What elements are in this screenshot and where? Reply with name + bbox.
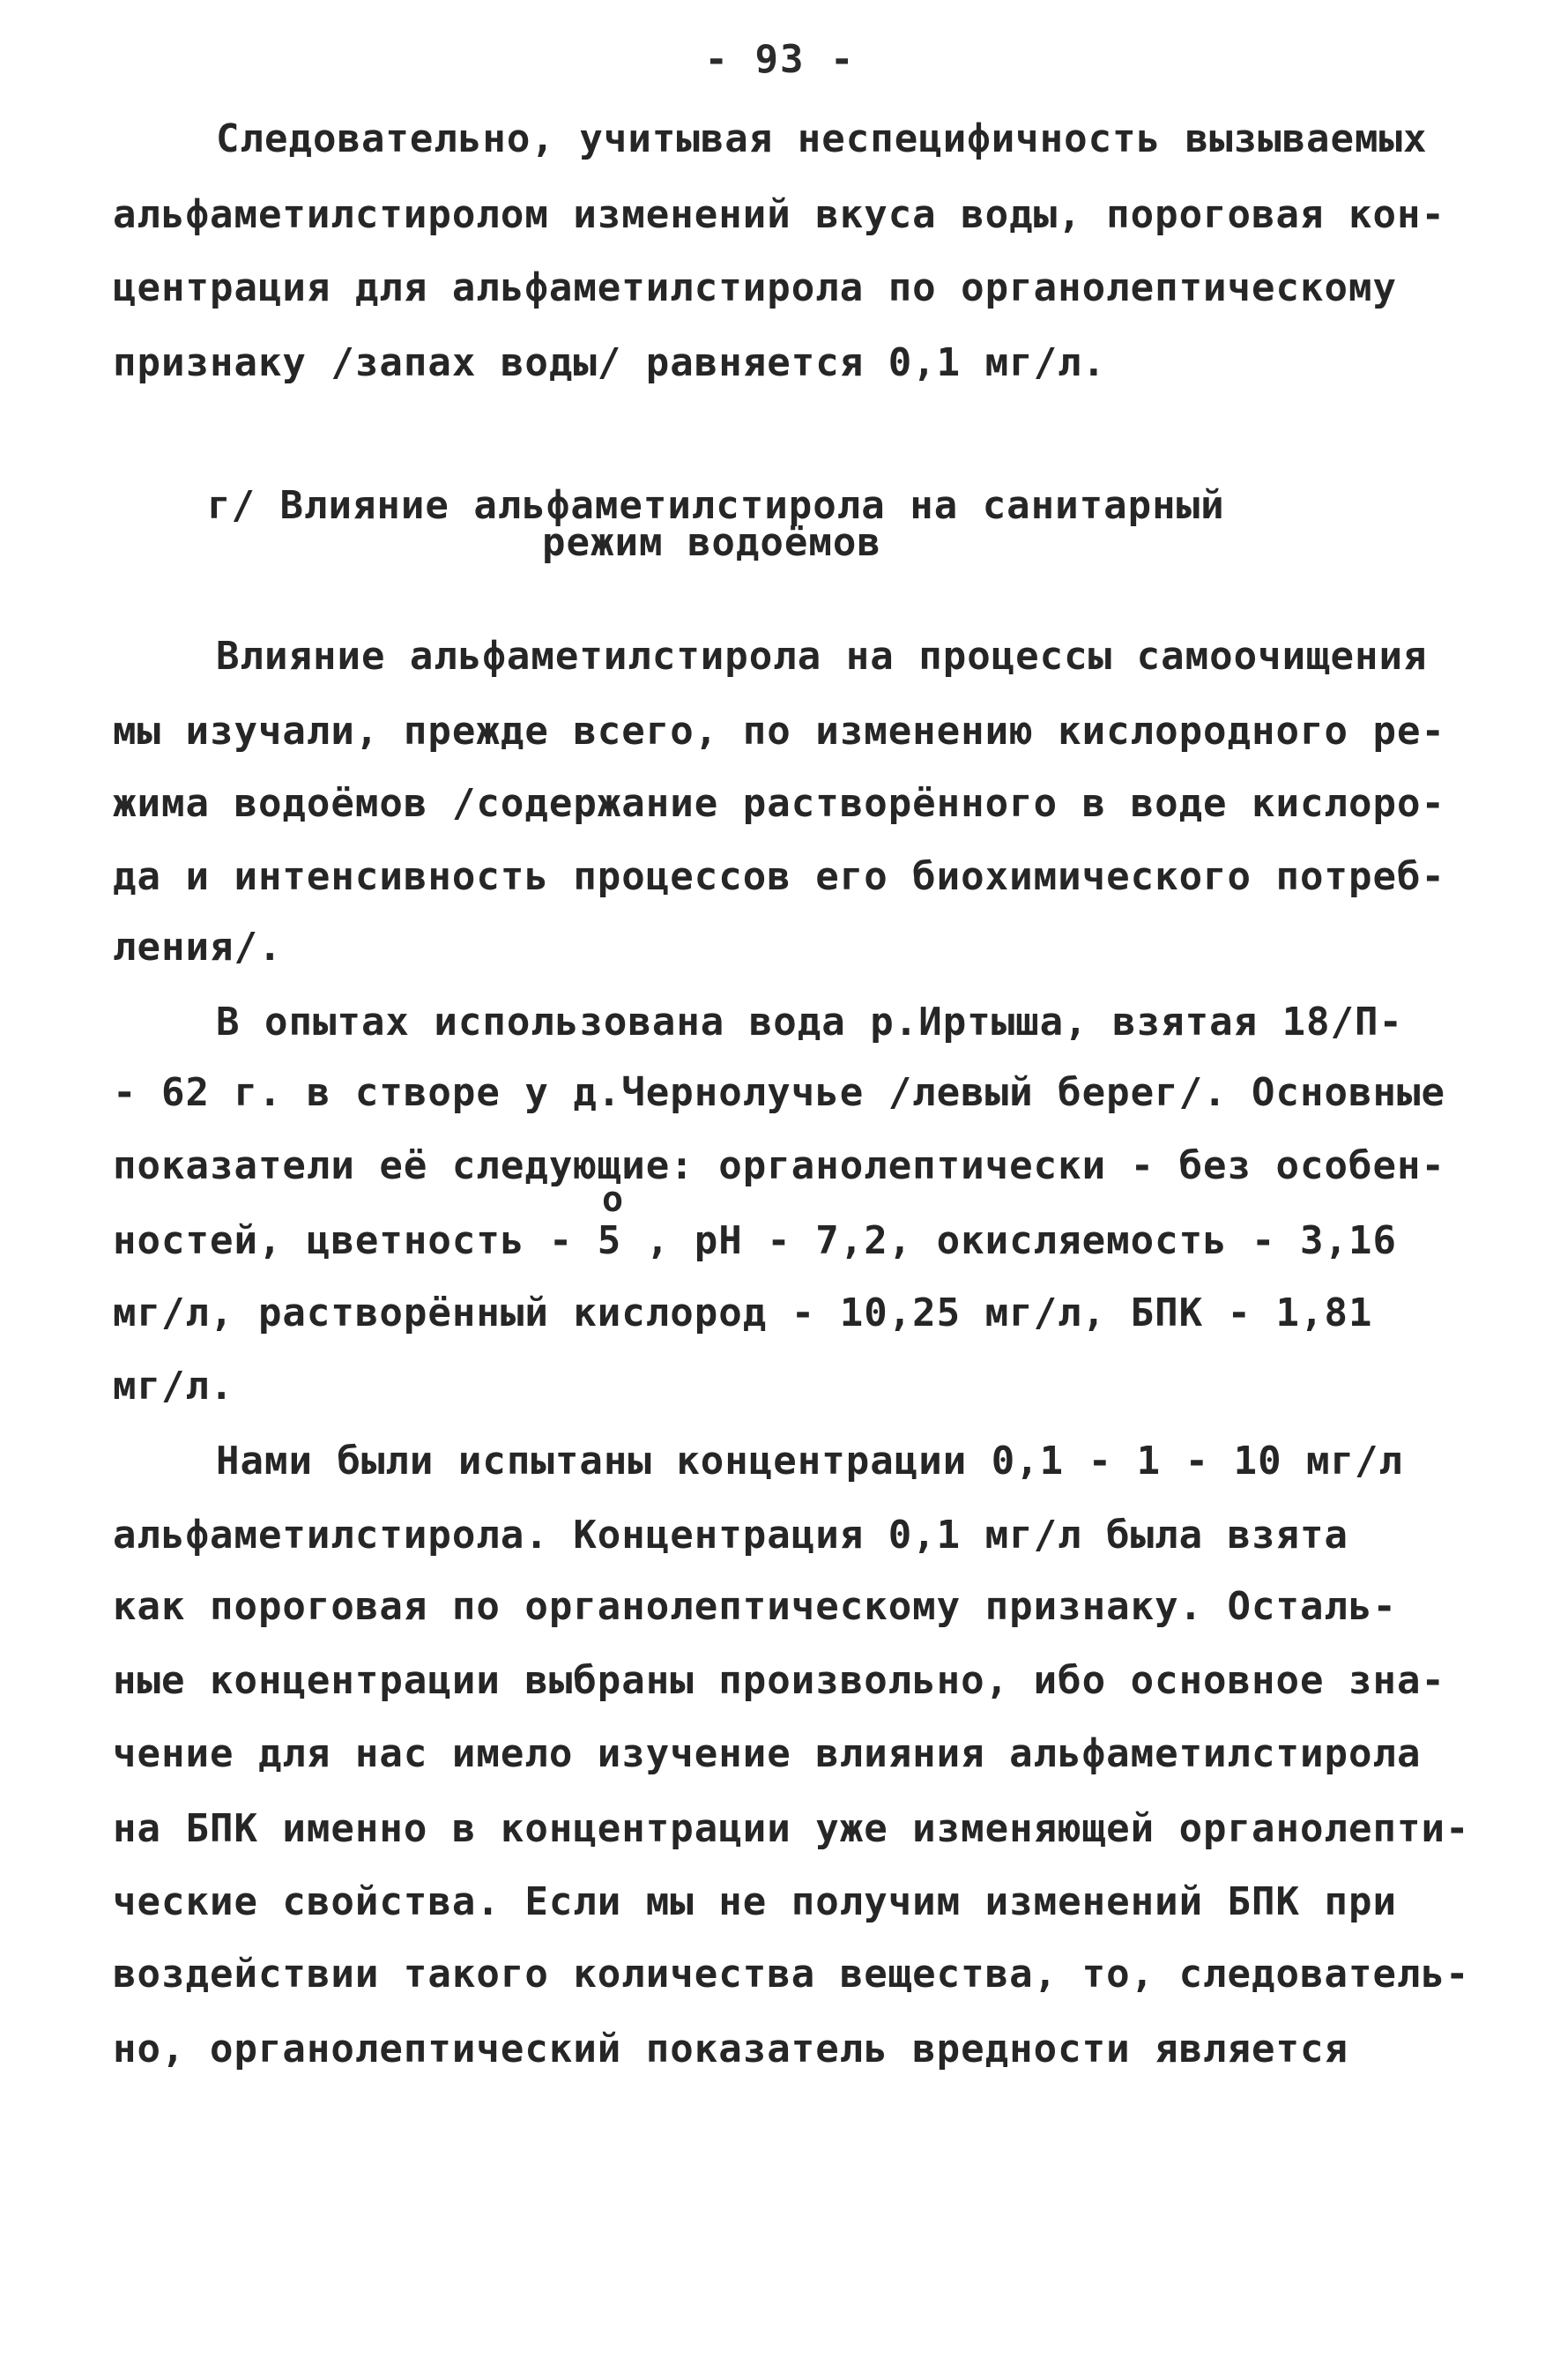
paragraph-line: ностей, цветность - 5 , рН - 7,2, окисляемость - 3,16: [113, 1218, 1397, 1263]
paragraph-line: Нами были испытаны концентрации 0,1 - 1 - 10 мг/л: [216, 1439, 1404, 1484]
paragraph-line: на БПК именно в концентрации уже изменяющей органолепти-: [113, 1806, 1470, 1851]
paragraph-line: показатели её следующие: органолептически - без особен-: [113, 1143, 1445, 1188]
paragraph-line: мг/л.: [113, 1364, 234, 1409]
paragraph-line: В опытах использована вода р.Иртыша, взятая 18/П-: [216, 1000, 1404, 1045]
paragraph-line: центрация для альфаметилстирола по органолептическому: [113, 265, 1397, 310]
paragraph-line: Следовательно, учитывая неспецифичность вызываемых: [216, 116, 1428, 161]
paragraph-line: воздействии такого количества вещества, то, следователь-: [113, 1952, 1470, 1997]
degree-superscript: о: [602, 1179, 624, 1220]
paragraph-line: ления/.: [113, 925, 283, 970]
paragraph-line: жима водоёмов /содержание растворённого в воде кислоро-: [113, 781, 1445, 826]
paragraph-line: ные концентрации выбраны произвольно, ибо основное зна-: [113, 1658, 1445, 1703]
paragraph-line: как пороговая по органолептическому признаку. Осталь-: [113, 1584, 1397, 1629]
paragraph-line: альфаметилстирола. Концентрация 0,1 мг/л была взята: [113, 1513, 1349, 1558]
section-heading-line-2: режим водоёмов: [542, 520, 881, 565]
paragraph-line: мы изучали, прежде всего, по изменению кислородного ре-: [113, 709, 1445, 754]
paragraph-line: чение для нас имело изучение влияния альфаметилстирола: [113, 1731, 1422, 1776]
paragraph-line: - 62 г. в створе у д.Чернолучье /левый берег/. Основные: [113, 1070, 1445, 1115]
paragraph-line: мг/л, растворённый кислород - 10,25 мг/л, БПК - 1,81: [113, 1290, 1373, 1335]
paragraph-line: ческие свойства. Если мы не получим изменений БПК при: [113, 1879, 1397, 1924]
paragraph-line: признаку /запах воды/ равняется 0,1 мг/л.: [113, 340, 1107, 385]
section-heading-line-1: г/ Влияние альфаметилстирола на санитарный: [207, 483, 1225, 528]
paragraph-line: да и интенсивность процессов его биохимического потреб-: [113, 854, 1445, 899]
paragraph-line: альфаметилстиролом изменений вкуса воды, пороговая кон-: [113, 192, 1445, 237]
paragraph-line: но, органолептический показатель вредности является: [113, 2027, 1349, 2071]
paragraph-line: Влияние альфаметилстирола на процессы самоочищения: [216, 634, 1428, 679]
page-number: - 93 -: [704, 37, 856, 82]
